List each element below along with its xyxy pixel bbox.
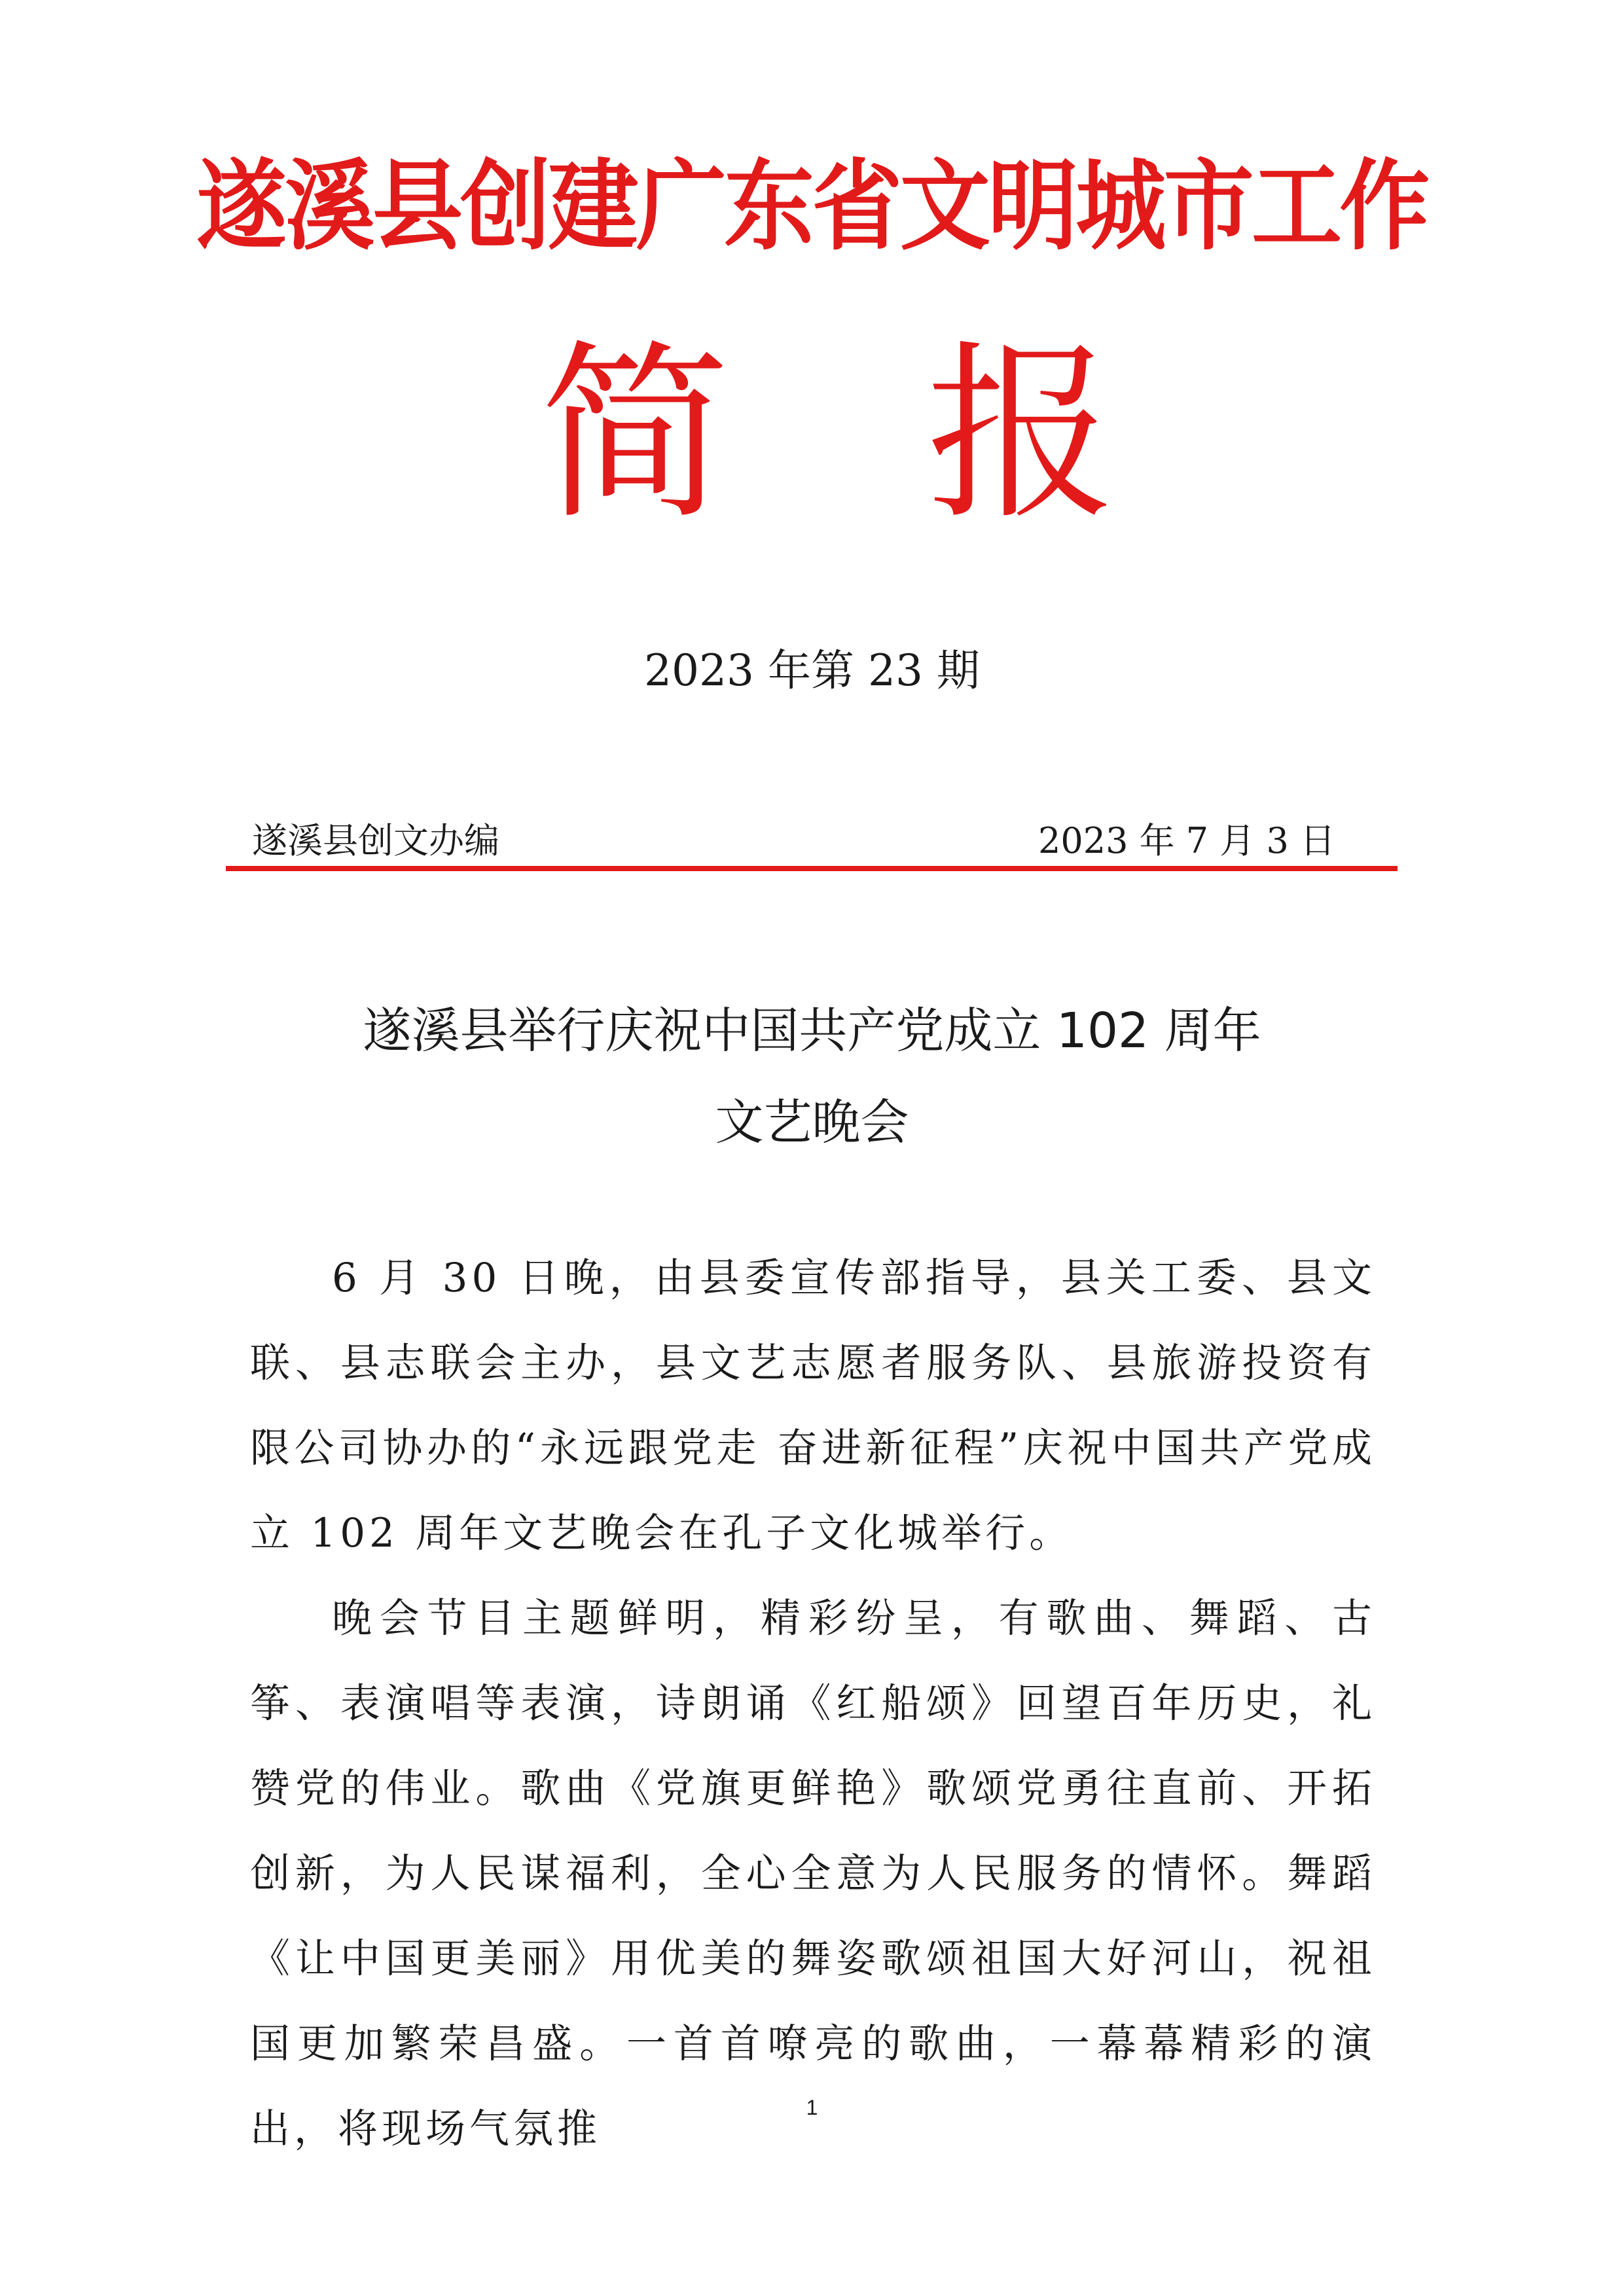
masthead-title-char-2: 报	[926, 325, 1116, 545]
masthead-title-char-1: 简	[540, 325, 730, 545]
paragraph: 晚会节目主题鲜明，精彩纷呈，有歌曲、舞蹈、古筝、表演唱等表演，诗朗诵《红船颂》回望百年历史，礼赞党的伟业。歌曲《党旗更鲜艳》歌颂党勇往直前、开拓创新，为人民谋福利，全心全意为人民服务的情怀。舞蹈《让中国更美丽》用优美的舞姿歌颂祖国大好河山，祝祖国更加繁荣昌盛。一首首嘹亮的歌曲，一幕幕精彩的演出，将现场气氛推	[250, 1595, 1376, 2152]
article-body	[250, 1236, 1376, 2172]
masthead-organization: 遂溪县创建广东省文明城市工作	[196, 149, 1428, 264]
page-number: 1	[806, 2096, 818, 2119]
publication-date: 2023 年 7 月 3 日	[1038, 820, 1335, 861]
article-title-line-2: 文艺晚会	[715, 1094, 909, 1151]
publisher: 遂溪县创文办编	[252, 820, 499, 861]
article-title-line-1: 遂溪县举行庆祝中国共产党成立 102 周年	[363, 1003, 1261, 1059]
red-divider-rule	[226, 866, 1398, 871]
issue-number: 2023 年第 23 期	[644, 645, 980, 696]
paragraph: 6 月 30 日晚，由县委宣传部指导，县关工委、县文联、县志联会主办，县文艺志愿者服务队、县旅游投资有限公司协办的“永远跟党走 奋进新征程”庆祝中国共产党成立 102 周年文艺晚会在孔子文化城举行。	[250, 1255, 1376, 1556]
article-title	[0, 985, 1624, 1168]
publication-meta	[252, 818, 1362, 864]
